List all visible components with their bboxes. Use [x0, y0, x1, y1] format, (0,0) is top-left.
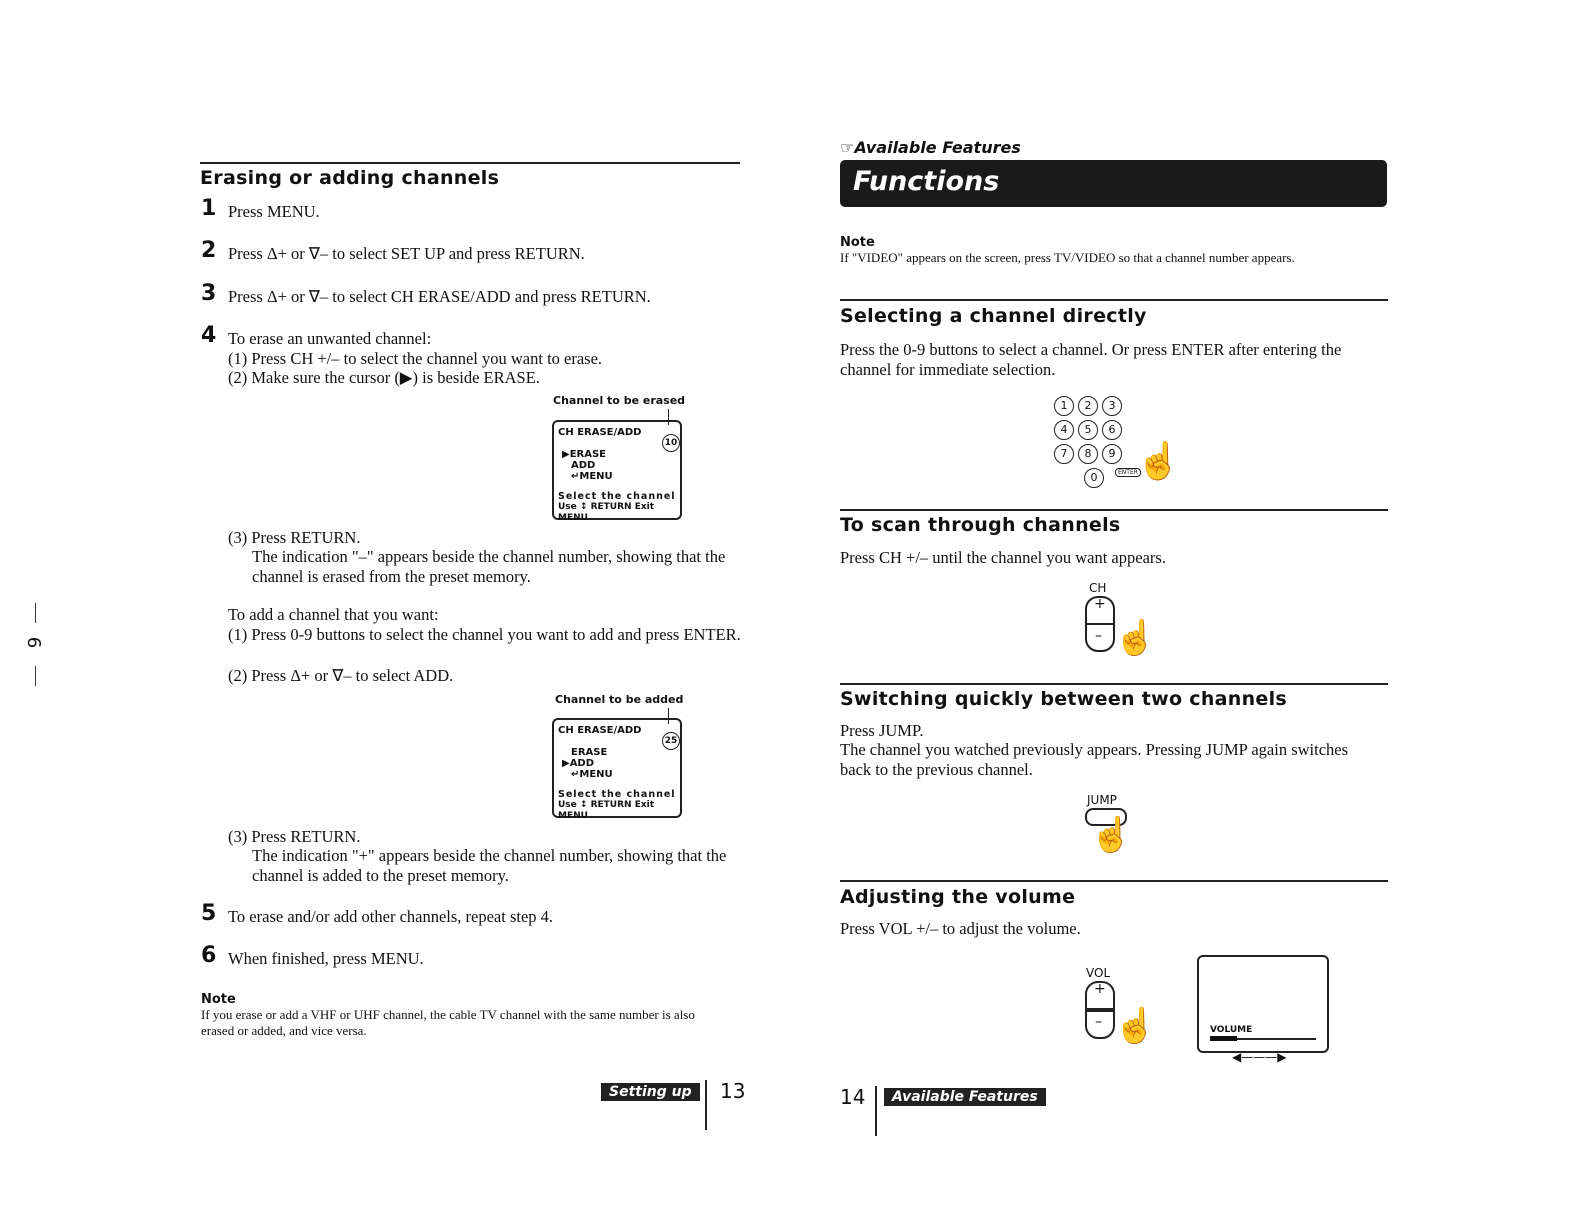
footer-section-tab: Available Features: [884, 1088, 1046, 1106]
step-text: Press MENU.: [228, 202, 320, 221]
functions-banner: [840, 160, 1387, 207]
key-4: 4: [1054, 420, 1074, 440]
osd-footer: Use ↕ RETURN Exit MENU: [558, 800, 655, 821]
substep: (3) Press RETURN.: [228, 827, 361, 846]
tv-screen-volume: [1197, 955, 1329, 1053]
vol-rocker-icon: + –: [1085, 981, 1115, 1039]
volume-osd-label: VOLUME: [1210, 1025, 1253, 1035]
margin-tick: [35, 666, 36, 686]
pressing-hand-icon: ☝: [1114, 1008, 1157, 1045]
section-kicker: [840, 138, 1021, 157]
step-text: When finished, press MENU.: [228, 949, 424, 968]
osd-channel-number: 25: [662, 732, 680, 750]
footer-rule: [705, 1080, 707, 1130]
section-text: Press JUMP.: [840, 721, 924, 740]
osd-item: ERASE: [571, 747, 608, 758]
margin-tick: [35, 603, 36, 623]
step-text: To erase an unwanted channel:: [228, 329, 432, 348]
osd-item: ↵MENU: [571, 769, 613, 780]
ch-rocker-icon: + –: [1085, 596, 1115, 652]
osd-caption: Channel to be added: [555, 693, 684, 706]
numeric-keypad: [1052, 394, 1142, 490]
osd-title: CH ERASE/ADD: [558, 427, 642, 438]
substep: (1) Press 0-9 buttons to select the channel you want to add and press ENTER.: [228, 625, 741, 644]
add-intro: To add a channel that you want:: [228, 605, 439, 624]
pressing-hand-icon: ☝: [1090, 817, 1133, 854]
banner-title: Functions: [853, 166, 1000, 197]
pointing-hand-icon: ☞: [840, 138, 855, 157]
key-3: 3: [1102, 396, 1122, 416]
osd-item: ▶ADD: [562, 758, 595, 769]
osd-footer: Select the channel: [558, 789, 676, 800]
key-2: 2: [1078, 396, 1098, 416]
page-number: 14: [840, 1085, 866, 1109]
pressing-hand-icon: ☝: [1114, 620, 1157, 657]
section-rule: [840, 683, 1388, 685]
footer-rule: [875, 1086, 877, 1136]
osd-caption: Channel to be erased: [553, 394, 686, 407]
pressing-hand-icon: ☝: [1136, 441, 1181, 481]
section-text: Press VOL +/– to adjust the volume.: [840, 919, 1081, 938]
section-title: Erasing or adding channels: [200, 167, 500, 189]
osd-screen-add: [552, 718, 682, 821]
section-title: To scan through channels: [840, 514, 1121, 536]
osd-footer: Use ↕ RETURN Exit MENU: [558, 502, 655, 523]
step-number: 5: [201, 901, 217, 926]
enter-key: ENTER: [1115, 468, 1141, 477]
section-text: The channel you watched previously appears. Pressing JUMP again switches back to the previous channel.: [840, 740, 1349, 779]
substep: (2) Press Δ+ or ∇– to select ADD.: [228, 666, 454, 685]
section-text: Press CH +/– until the channel you want appears.: [840, 548, 1166, 567]
step-number: 2: [201, 238, 217, 263]
step-text: To erase and/or add other channels, repeat step 4.: [228, 907, 554, 926]
section-title: Adjusting the volume: [840, 886, 1076, 908]
vol-label: VOL: [1086, 966, 1111, 980]
step-number: 6: [201, 943, 217, 968]
note-text: If "VIDEO" appears on the screen, press TV/VIDEO so that a channel number appears.: [840, 250, 1295, 265]
margin-page-mark: 6: [23, 636, 45, 649]
key-5: 5: [1078, 420, 1098, 440]
key-1: 1: [1054, 396, 1074, 416]
note-text: If you erase or add a VHF or UHF channel, the cable TV channel with the same number is also erased or added, and vice versa.: [201, 1007, 695, 1038]
section-text: Press the 0-9 buttons to select a channel. Or press ENTER after entering the channel for immediate selection.: [840, 340, 1342, 379]
osd-screen-erase: [552, 420, 682, 523]
note-title: Note: [201, 992, 236, 1007]
osd-item: ADD: [571, 460, 596, 471]
section-rule: [200, 162, 740, 164]
key-8: 8: [1078, 444, 1098, 464]
ch-label: CH: [1089, 581, 1107, 595]
note-title: Note: [840, 235, 875, 250]
section-rule: [840, 299, 1388, 301]
section-rule: [840, 509, 1388, 511]
page-number: 13: [720, 1079, 746, 1103]
key-9: 9: [1102, 444, 1122, 464]
osd-channel-number: 10: [662, 434, 680, 452]
key-7: 7: [1054, 444, 1074, 464]
step-number: 1: [201, 196, 217, 221]
kicker-text: Available Features: [854, 138, 1021, 157]
step-number: 4: [201, 323, 217, 348]
osd-title: CH ERASE/ADD: [558, 725, 642, 736]
key-0: 0: [1084, 468, 1104, 488]
substep: (2) Make sure the cursor (▶) is beside ERASE.: [228, 368, 540, 387]
step-number: 3: [201, 281, 217, 306]
volume-bar-fill: [1210, 1036, 1237, 1041]
footer-section-tab: Setting up: [601, 1083, 700, 1101]
osd-item: ↵MENU: [571, 471, 613, 482]
key-6: 6: [1102, 420, 1122, 440]
osd-footer: Select the channel: [558, 491, 676, 502]
osd-item: ▶ERASE: [562, 449, 606, 460]
step-text: Press Δ+ or ∇– to select CH ERASE/ADD and press RETURN.: [228, 287, 651, 306]
double-arrow-icon: ◀———▶: [1232, 1050, 1287, 1064]
substep: (3) Press RETURN.: [228, 528, 361, 547]
section-title: Switching quickly between two channels: [840, 688, 1288, 710]
substep-detail: The indication "–" appears beside the channel number, showing that the channel is erased from the preset memory.: [252, 547, 726, 586]
substep: (1) Press CH +/– to select the channel you want to erase.: [228, 349, 603, 368]
step-text: Press Δ+ or ∇– to select SET UP and press RETURN.: [228, 244, 585, 263]
substep-detail: The indication "+" appears beside the channel number, showing that the channel is added to the preset memory.: [252, 846, 727, 885]
jump-label: JUMP: [1087, 793, 1117, 807]
section-rule: [840, 880, 1388, 882]
section-title: Selecting a channel directly: [840, 305, 1147, 327]
